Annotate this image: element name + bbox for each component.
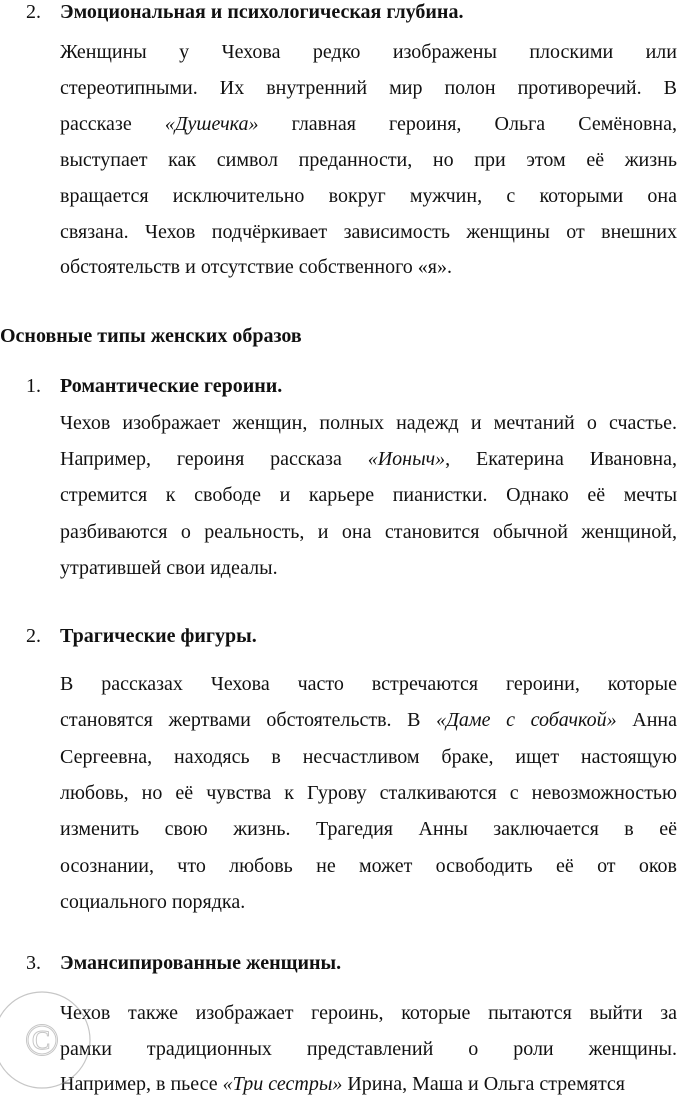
paragraph-line (60, 854, 677, 878)
text-run: В рассказах Чехова часто встречаются героини, которые (60, 673, 677, 695)
paragraph-line (60, 520, 677, 544)
paragraph-line (60, 890, 677, 914)
paragraph-line (60, 220, 677, 244)
text-run: разбиваются о реальность, и она становится обычной женщиной, (60, 520, 677, 543)
text-run: стремится к свободе и карьере пианистки. Однако её мечты (60, 484, 677, 507)
paragraph-line (60, 40, 677, 64)
text-run: , Екатерина Ивановна, (445, 448, 677, 471)
list-number: 2. (26, 1, 41, 23)
paragraph-line (60, 817, 677, 841)
text-run: осознании, что любовь не может освободить её от оков (60, 854, 677, 877)
list-title: Романтические героини. (60, 375, 283, 397)
list-title-text: Эмоциональная и психологическая глубина (60, 1, 459, 23)
text-run: рамки традиционных представлений о роли женщины. (60, 1037, 677, 1060)
text-run: становятся жертвами обстоятельств. В (60, 709, 437, 732)
text-run: Чехов также изображает героинь, которые пытаются выйти за (60, 1002, 677, 1024)
list-title-text: Эмансипированные женщины (60, 952, 337, 974)
paragraph-line (60, 148, 677, 172)
paragraph-line (60, 447, 677, 471)
list-title-text: Трагические фигуры (60, 625, 252, 647)
text-run: Сергеевна, находясь в несчастливом браке, ищет настоящую (60, 745, 677, 768)
paragraph-line (60, 255, 677, 279)
text-run: Ирина, Маша и Ольга стремятся (342, 1073, 626, 1095)
work-title: «Душечка» (164, 112, 259, 135)
paragraph-line (60, 76, 677, 100)
paragraph-line (60, 483, 677, 507)
work-title: «Ионыч» (367, 448, 446, 471)
text-run: связана. Чехов подчёркивает зависимость женщины от внешних (60, 220, 677, 243)
text-run: Например, героиня рассказа (60, 448, 368, 471)
list-number: 3. (26, 952, 41, 974)
svg-text:©: © (24, 1014, 60, 1065)
list-number: 2. (26, 625, 41, 647)
text-run: социального порядка. (60, 890, 246, 913)
paragraph-line (60, 672, 677, 696)
text-run: изменить свою жизнь. Трагедия Анны заключается в её (60, 818, 677, 841)
work-title: «Даме с собачкой» (436, 709, 617, 732)
section-heading: Основные типы женских образов (0, 325, 302, 347)
text-run: любовь, но её чувства к Гурову сталкиваются с невозможностью (60, 781, 677, 804)
paragraph-line (60, 1037, 677, 1061)
paragraph-line (60, 781, 677, 805)
text-run: Женщины у Чехова редко изображены плоскими или (60, 41, 677, 63)
paragraph-line (60, 1001, 677, 1025)
text-run: рассказе (60, 112, 165, 135)
list-title: Эмоциональная и психологическая глубина. (60, 1, 464, 23)
paragraph-line (60, 411, 677, 435)
text-run: выступает как символ преданности, но при этом её жизнь (60, 148, 677, 171)
text-run: утратившей свои идеалы. (60, 556, 278, 579)
paragraph-line (60, 112, 677, 136)
list-number: 1. (26, 375, 41, 397)
list-title: Эмансипированные женщины. (60, 952, 342, 974)
list-title: Трагические фигуры. (60, 625, 257, 647)
text-run: вращается исключительно вокруг мужчин, с которыми она (60, 184, 677, 207)
text-run: стереотипными. Их внутренний мир полон противоречий. В (60, 76, 677, 99)
text-run: обстоятельств и отсутствие собственного «я». (60, 256, 452, 279)
paragraph-line (60, 745, 677, 769)
text-run: Например, в пьесе (60, 1073, 223, 1095)
list-title-text: Романтические героини (60, 375, 278, 397)
paragraph-line (60, 556, 677, 580)
text-run: Чехов изображает женщин, полных надежд и мечтаний о счастье. (60, 412, 677, 434)
text-run: главная героиня, Ольга Семёновна, (258, 112, 677, 135)
paragraph-line (60, 184, 677, 208)
work-title: «Три сестры» (222, 1073, 343, 1095)
paragraph-line (60, 708, 677, 732)
paragraph-line (60, 1072, 677, 1096)
text-run: Анна (616, 709, 677, 732)
